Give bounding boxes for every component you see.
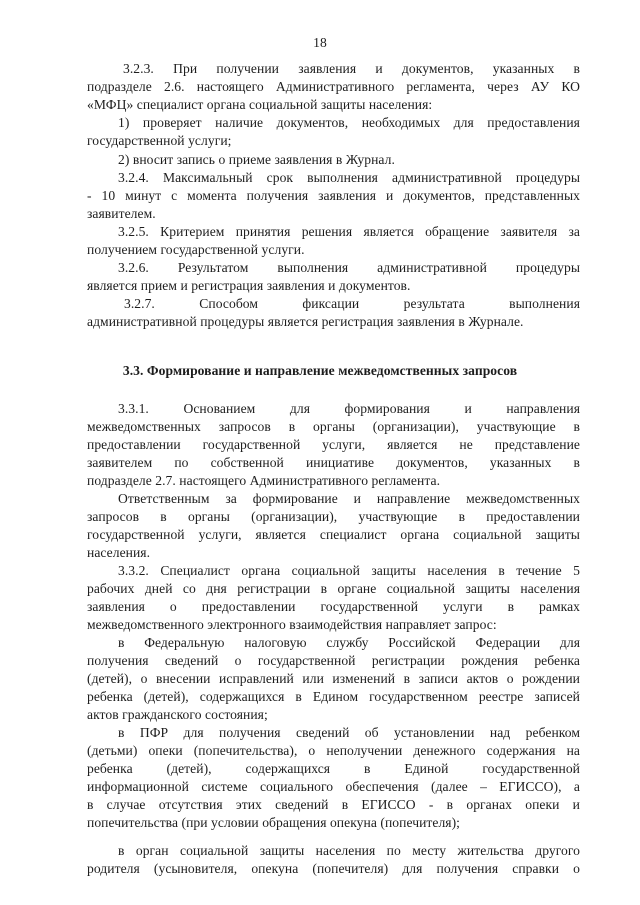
paragraph-line: получением государственной услуги. — [87, 242, 305, 257]
paragraph-line: 3.2.4. Максимальный срок выполнения административной процедуры — [118, 170, 580, 185]
paragraph-line: подразделе 2.7. настоящего Административного регламента. — [87, 473, 441, 488]
paragraph-line: (детьми) опеки (попечительства), о неполучении денежного содержания на — [87, 743, 580, 758]
paragraph-line: является прием и регистрация заявления и документов. — [87, 278, 411, 293]
paragraph-line: 3.2.6. Результатом выполнения административной процедуры — [118, 260, 580, 275]
paragraph-line: в ПФР для получения сведений об установлении над ребенком — [118, 725, 580, 740]
paragraph-line: 3.2.3. При получении заявления и документов, указанных в — [123, 61, 580, 76]
paragraph-line: попечительства (при условии обращения опекуна (попечителя); — [87, 815, 461, 830]
paragraph-line: родителя (усыновителя, опекуна (попечителя) для получения справки о — [87, 861, 580, 876]
paragraph-line: - 10 минут с момента получения заявления и документов, представленных — [87, 188, 580, 203]
page-number: 18 — [313, 35, 327, 50]
paragraph-line: межведомственных запросов в органы (организации), участвующие в — [87, 419, 580, 434]
paragraph-line: 1) проверяет наличие документов, необходимых для предоставления — [118, 115, 580, 130]
paragraph-line: в Федеральную налоговую службу Российской Федерации для — [118, 635, 580, 650]
paragraph-line: государственной услуги; — [87, 133, 232, 148]
paragraph-line: (детей), о внесении исправлений или изменений в записи актов о рождении — [87, 671, 580, 686]
paragraph-line: «МФЦ» специалист органа социальной защиты населения: — [87, 97, 433, 112]
paragraph-line: рабочих дней со дня регистрации в органе социальной защиты населения — [87, 581, 580, 596]
paragraph-line: населения. — [87, 545, 151, 560]
paragraph-line: 3.2.5. Критерием принятия решения является обращение заявителя за — [118, 224, 580, 239]
paragraph-line: заявителем по собственной инициативе документов, указанных в — [87, 455, 580, 470]
paragraph-line: ребенка (детей), содержащихся в Единой государственной — [87, 761, 580, 776]
paragraph-line: в случае отсутствия этих сведений в ЕГИССО - в органах опеки и — [87, 797, 580, 812]
paragraph-line: административной процедуры является регистрация заявления в Журнале. — [87, 314, 524, 329]
paragraph-line: получения сведений о государственной регистрации рождения ребенка — [87, 653, 580, 668]
paragraph-line: заявления о предоставлении государственной услуги в рамках — [87, 599, 580, 614]
paragraph-line: актов гражданского состояния; — [87, 707, 268, 722]
paragraph-line: государственной услуги, является специалист органа социальной защиты — [87, 527, 580, 542]
paragraph-line: в орган социальной защиты населения по месту жительства другого — [118, 843, 580, 858]
paragraph-line: подразделе 2.6. настоящего Административного регламента, через АУ КО — [87, 79, 580, 94]
paragraph-line: запросов в органы (организации), участвующие в предоставлении — [87, 509, 580, 524]
paragraph-line: 3.3.2. Специалист органа социальной защиты населения в течение 5 — [118, 563, 580, 578]
paragraph-line: межведомственного электронного взаимодействия направляет запрос: — [87, 617, 497, 632]
paragraph-line: 3.3.1. Основанием для формирования и направления — [118, 401, 580, 416]
paragraph-line: заявителем. — [87, 206, 156, 221]
section-heading: 3.3. Формирование и направление межведомственных запросов — [122, 363, 518, 378]
paragraph-line: предоставлении государственной услуги, является не представление — [87, 437, 580, 452]
paragraph-line: ребенка (детей), содержащихся в Едином государственном реестре записей — [87, 689, 580, 704]
paragraph-line: 2) вносит запись о приеме заявления в Журнал. — [118, 152, 395, 167]
paragraph-line: 3.2.7. Способом фиксации результата выполнения — [124, 296, 580, 311]
paragraph-line: информационной системе социального обеспечения (далее – ЕГИССО), а — [87, 779, 580, 794]
paragraph-line: Ответственным за формирование и направление межведомственных — [118, 491, 580, 506]
